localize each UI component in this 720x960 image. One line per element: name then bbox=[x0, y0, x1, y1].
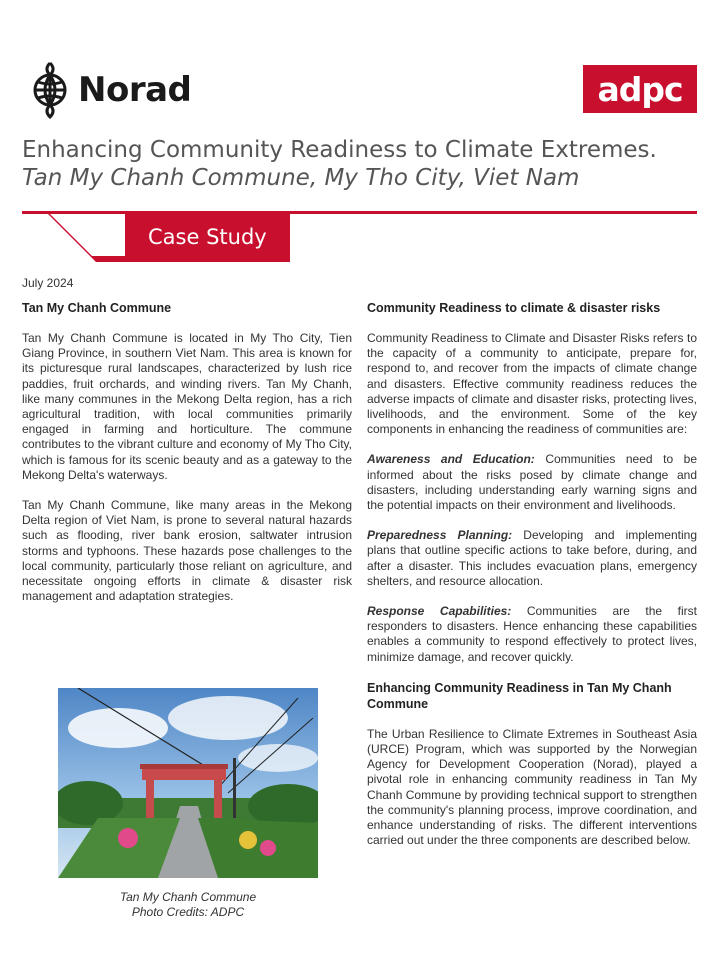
page-subtitle: Tan My Chanh Commune, My Tho City, Viet Nam bbox=[22, 165, 580, 191]
right-closing: The Urban Resilience to Climate Extremes in Southeast Asia (URCE) Program, which was supported by the Norwegian Agency for Development Cooperation (Norad), played a pivotal role in enhancing community readiness in Tan My Chanh Commune by providing technical support to strengthen the community's planning process, improve coordination, and enhance understanding of risks. The different interventions carried out under the three components are described below. bbox=[367, 726, 697, 848]
right-intro: Community Readiness to Climate and Disaster Risks refers to the capacity of a community to anticipate, prepare for, respond to, and recover from the impacts of climate change and disasters. Effective community readiness reduces the adverse impacts of climate and disaster risks, protecting lives, livelihoods, and the environment. Some of the key components in enhancing the readiness of communities are: bbox=[367, 331, 697, 437]
left-paragraph-2: Tan My Chanh Commune, like many areas in the Mekong Delta region of Viet Nam, is prone to several natural hazards such as flooding, river bank erosion, saltwater intrusion storms and typhoons. These hazards pose challenges to the local community, particularly those reliant on agriculture, and necessitate ongoing efforts in climate & disaster risk management and adaptation strategies. bbox=[22, 498, 352, 604]
norad-logo bbox=[30, 60, 191, 120]
left-paragraph-1: Tan My Chanh Commune is located in My Tho City, Tien Giang Province, in southern Viet Nam. This area is known for its picturesque rural landscapes, characterized by lush rice paddies, fruit orchards, and winding rivers. Tan My Chanh, like many communes in the Mekong Delta region, has a rich agricultural tradition, with local communities primarily engaged in farming and horticulture. The commune contributes to the vibrant culture and economy of My Tho City, which is famous for its scenic beauty and as a gateway to the Mekong Delta's waterways. bbox=[22, 331, 352, 482]
adpc-logo bbox=[583, 65, 697, 113]
photo-caption bbox=[58, 890, 318, 920]
awareness-text: Communities need to be informed about the risks posed by climate change and disasters, including understanding early warning signs and the potential impacts on their environment and livelihoods. bbox=[367, 452, 697, 513]
preparedness-text: Developing and implementing plans that outline specific actions to take before, during, and after a disaster. This includes evacuation plans, emergency shelters, and resource allocation. bbox=[367, 528, 697, 588]
norad-logo-text: Norad bbox=[78, 70, 192, 110]
commune-photo bbox=[58, 688, 318, 878]
preparedness-lead: Preparedness Planning: bbox=[367, 528, 513, 543]
commune-gate-image bbox=[58, 688, 318, 878]
adpc-logo-text: adpc bbox=[597, 69, 683, 109]
left-column bbox=[22, 300, 352, 619]
norad-globe-icon bbox=[30, 60, 70, 120]
page-title: Enhancing Community Readiness to Climate Extremes. bbox=[22, 137, 657, 163]
awareness-lead: Awareness and Education: bbox=[367, 452, 535, 467]
publication-date: July 2024 bbox=[22, 276, 74, 290]
right-column bbox=[367, 300, 697, 863]
awareness-paragraph bbox=[367, 452, 697, 513]
right-heading: Community Readiness to climate & disaster risks bbox=[367, 301, 661, 315]
left-heading: Tan My Chanh Commune bbox=[22, 301, 172, 315]
case-study-banner bbox=[0, 207, 720, 267]
preparedness-paragraph bbox=[367, 528, 697, 589]
response-paragraph bbox=[367, 604, 697, 665]
response-lead: Response Capabilities: bbox=[367, 604, 512, 619]
photo-caption-title: Tan My Chanh Commune bbox=[119, 890, 257, 904]
case-study-label: Case Study bbox=[148, 225, 267, 249]
photo-credit: Photo Credits: ADPC bbox=[131, 905, 245, 919]
right-heading-2: Enhancing Community Readiness in Tan My Chanh Commune bbox=[367, 680, 672, 711]
response-text: Communities are the first responders to disasters. Hence enhancing these capabilities enables a community to respond effectively to protect lives, minimize damage, and recover quickly. bbox=[367, 604, 697, 664]
